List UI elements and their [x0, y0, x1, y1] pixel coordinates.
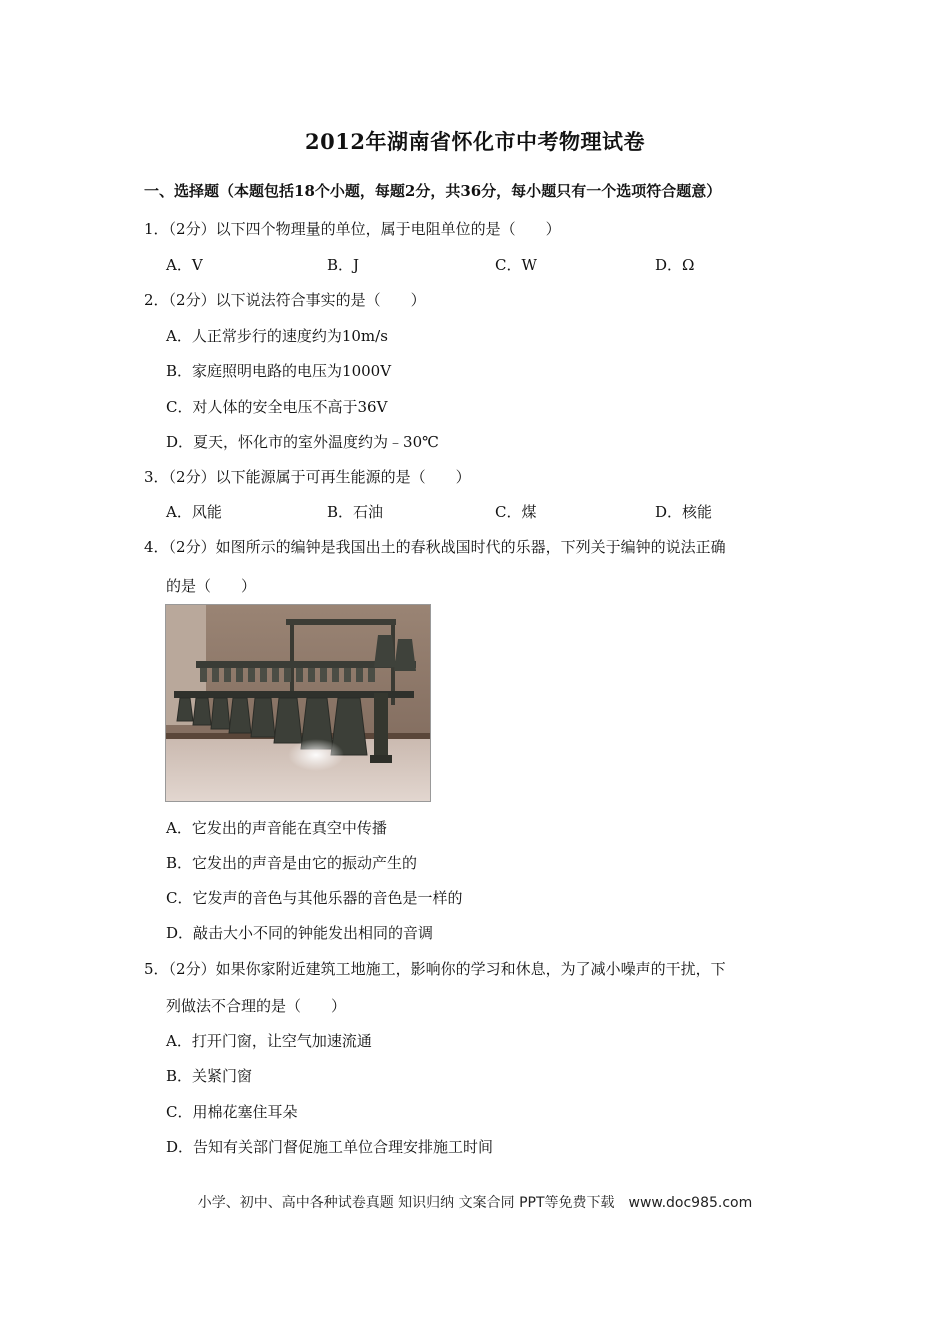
- option-d: D．敲击大小不同的钟能发出相同的音调: [166, 924, 434, 942]
- option-c: C．W: [495, 256, 537, 274]
- option-a: A．打开门窗，让空气加速流通: [166, 1032, 372, 1050]
- question-5-stem-continued: 列做法不合理的是（ ）: [166, 997, 347, 1015]
- option-b: B．家庭照明电路的电压为1000V: [166, 362, 392, 380]
- question-4-stem-continued: 的是（ ）: [166, 577, 257, 595]
- option-a: A．风能: [166, 503, 222, 521]
- question-3-stem: 3．（2分）以下能源属于可再生能源的是（ ）: [144, 468, 471, 486]
- option-b: B．J: [327, 256, 360, 274]
- option-b: B．它发出的声音是由它的振动产生的: [166, 854, 418, 872]
- question-2-stem: 2．（2分）以下说法符合事实的是（ ）: [144, 291, 426, 309]
- section-heading: 一、选择题（本题包括18个小题，每题2分，共36分，每小题只有一个选项符合题意）: [144, 182, 722, 200]
- question-1-stem: 1．（2分）以下四个物理量的单位，属于电阻单位的是（ ）: [144, 220, 561, 238]
- option-b: B．关紧门窗: [166, 1067, 253, 1085]
- option-d: D．夏天，怀化市的室外温度约为﹣30℃: [166, 433, 439, 451]
- question-4-stem: 4．（2分）如图所示的编钟是我国出土的春秋战国时代的乐器，下列关于编钟的说法正确: [144, 538, 726, 556]
- option-c: C．煤: [495, 503, 537, 521]
- option-d: D．告知有关部门督促施工单位合理安排施工时间: [166, 1138, 494, 1156]
- question-5-stem: 5．（2分）如果你家附近建筑工地施工，影响你的学习和休息，为了减小噪声的干扰，下: [144, 960, 726, 978]
- option-c: C．用棉花塞住耳朵: [166, 1103, 298, 1121]
- option-b: B．石油: [327, 503, 384, 521]
- page-title: 2012年湖南省怀化市中考物理试卷: [305, 129, 645, 154]
- option-d: D．Ω: [655, 256, 695, 274]
- option-a: A．人正常步行的速度约为10m/s: [166, 327, 388, 345]
- option-a: A．它发出的声音能在真空中传播: [166, 819, 387, 837]
- page-footer: 小学、初中、高中各种试卷真题 知识归纳 文案合同 PPT等免费下载 www.doc985.com: [197, 1195, 753, 1211]
- question-3-options: [166, 501, 766, 521]
- option-d: D．核能: [655, 503, 713, 521]
- option-a: A．V: [166, 256, 203, 274]
- option-c: C．对人体的安全电压不高于36V: [166, 398, 388, 416]
- bianzhong-bells-photo: [165, 604, 431, 802]
- option-c: C．它发声的音色与其他乐器的音色是一样的: [166, 889, 463, 907]
- question-1-options: [166, 254, 766, 274]
